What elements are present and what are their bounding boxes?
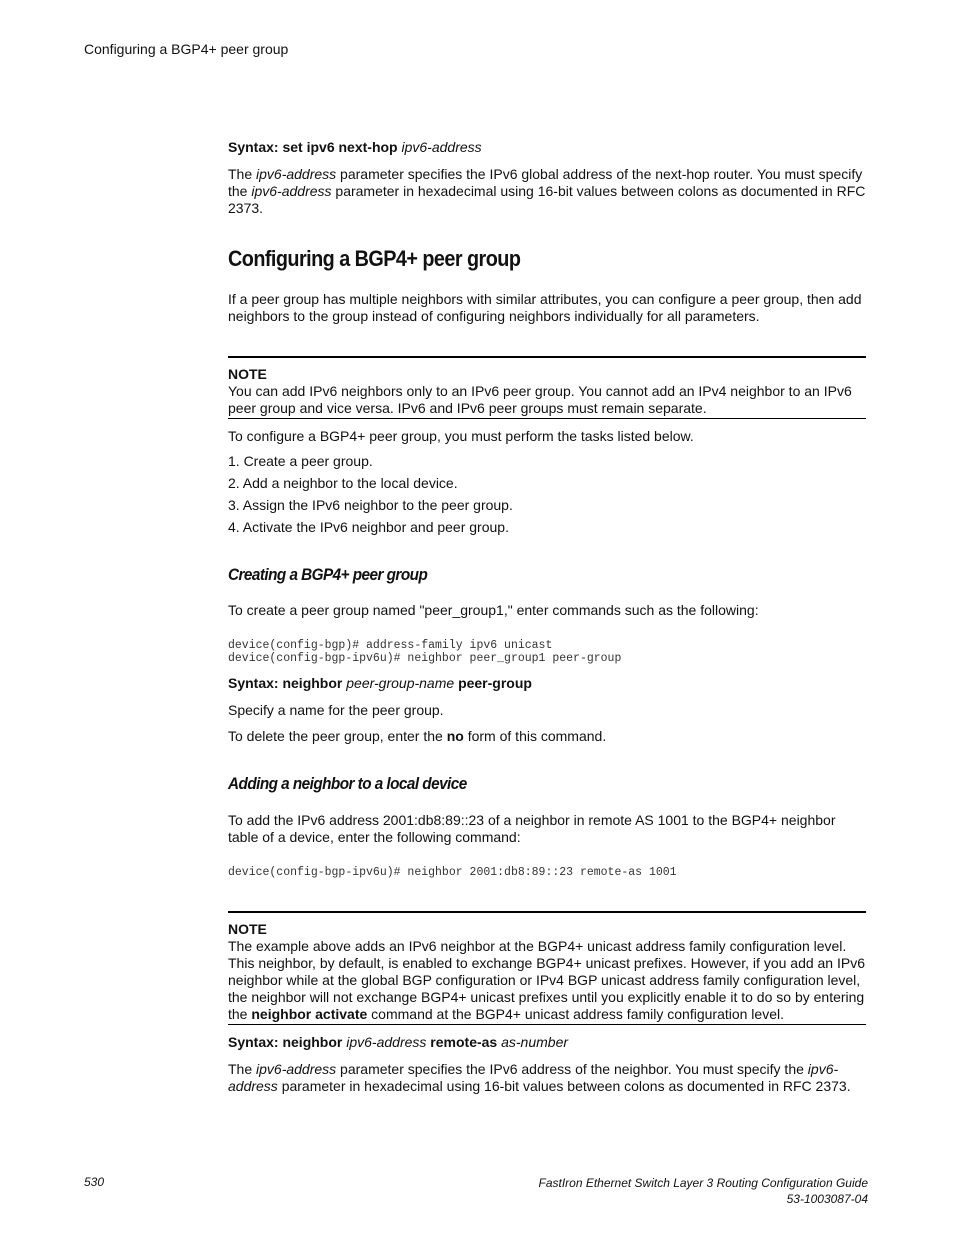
- syntax-set-ipv6-next-hop: [228, 139, 868, 156]
- syntax-neighbor-remote-as: Syntax: neighbor ipv6-address remote-as as-number: [228, 1034, 569, 1050]
- code-line: device(config-bgp-ipv6u)# neighbor peer_group1 peer-group: [228, 652, 622, 665]
- subsection-title-adding: Adding a neighbor to a local device: [228, 774, 467, 793]
- list-item: 4. Activate the IPv6 neighbor and peer group.: [228, 519, 509, 535]
- delete-peer-group-text: To delete the peer group, enter the no form of this command.: [228, 728, 607, 744]
- note-bottom-rule: [228, 1024, 866, 1025]
- neighbor-address-description: The ipv6-address parameter specifies the IPv6 address of the neighbor. You must specify the ipv6-address parameter in hexadecimal using 16-bit values between colons as documented in RFC 2373.: [228, 1061, 851, 1094]
- document-number: 53-1003087-04: [786, 1192, 868, 1206]
- creating-intro: To create a peer group named "peer_group1," enter commands such as the following:: [228, 602, 759, 618]
- page-number: 530: [84, 1175, 105, 1189]
- task-list: [228, 453, 513, 541]
- note-top-rule: [228, 911, 866, 913]
- next-hop-description: The ipv6-address parameter specifies the IPv6 global address of the next-hop router. You must specify the ipv6-address parameter in hexadecimal using 16-bit values between colons as documented in RFC 2373.: [228, 166, 866, 216]
- footer-guide-info: [538, 1175, 868, 1207]
- note-label: NOTE: [228, 921, 267, 937]
- specify-name-text: Specify a name for the peer group.: [228, 702, 444, 718]
- list-item: 1. Create a peer group.: [228, 453, 373, 469]
- note-bottom-rule: [228, 418, 866, 419]
- code-block: [228, 639, 621, 665]
- section-intro: If a peer group has multiple neighbors with similar attributes, you can configure a peer group, then add neighbors to the group instead of configuring neighbors individually for all parameters.: [228, 291, 862, 324]
- note-top-rule: [228, 356, 866, 358]
- syntax-keyword: Syntax: set ipv6 next-hop: [228, 139, 398, 155]
- running-header: Configuring a BGP4+ peer group: [84, 41, 289, 57]
- code-block: device(config-bgp-ipv6u)# neighbor 2001:db8:89::23 remote-as 1001: [228, 866, 677, 879]
- code-line: device(config-bgp)# address-family ipv6 unicast: [228, 639, 553, 652]
- subsection-title-creating: Creating a BGP4+ peer group: [228, 565, 428, 584]
- guide-title: FastIron Ethernet Switch Layer 3 Routing Configuration Guide: [538, 1176, 868, 1190]
- syntax-neighbor-peer-group: Syntax: neighbor peer-group-name peer-group: [228, 675, 532, 691]
- list-item: 3. Assign the IPv6 neighbor to the peer group.: [228, 497, 513, 513]
- note-text: You can add IPv6 neighbors only to an IPv6 peer group. You cannot add an IPv4 neighbor to an IPv6 peer group and vice versa. IPv6 and IPv6 peer groups must remain separate.: [228, 383, 852, 416]
- tasks-intro: To configure a BGP4+ peer group, you must perform the tasks listed below.: [228, 428, 694, 444]
- syntax-argument: ipv6-address: [401, 139, 482, 155]
- note-text: The example above adds an IPv6 neighbor at the BGP4+ unicast address family configuration level. This neighbor, by default, is enabled to exchange BGP4+ unicast prefixes. However, if you add an IPv6 neighbor while at the global BGP configuration or IPv4 BGP unicast address family configuration level, the neighbor will not exchange BGP4+ unicast prefixes until you explicitly enable it to do so by entering the neighbor activate command at the BGP4+ unicast address family configuration level.: [228, 938, 865, 1022]
- section-title: Configuring a BGP4+ peer group: [228, 246, 521, 271]
- note-label: NOTE: [228, 366, 267, 382]
- list-item: 2. Add a neighbor to the local device.: [228, 475, 458, 491]
- adding-intro: To add the IPv6 address 2001:db8:89::23 of a neighbor in remote AS 1001 to the BGP4+ neighbor table of a device, enter the following command:: [228, 812, 836, 845]
